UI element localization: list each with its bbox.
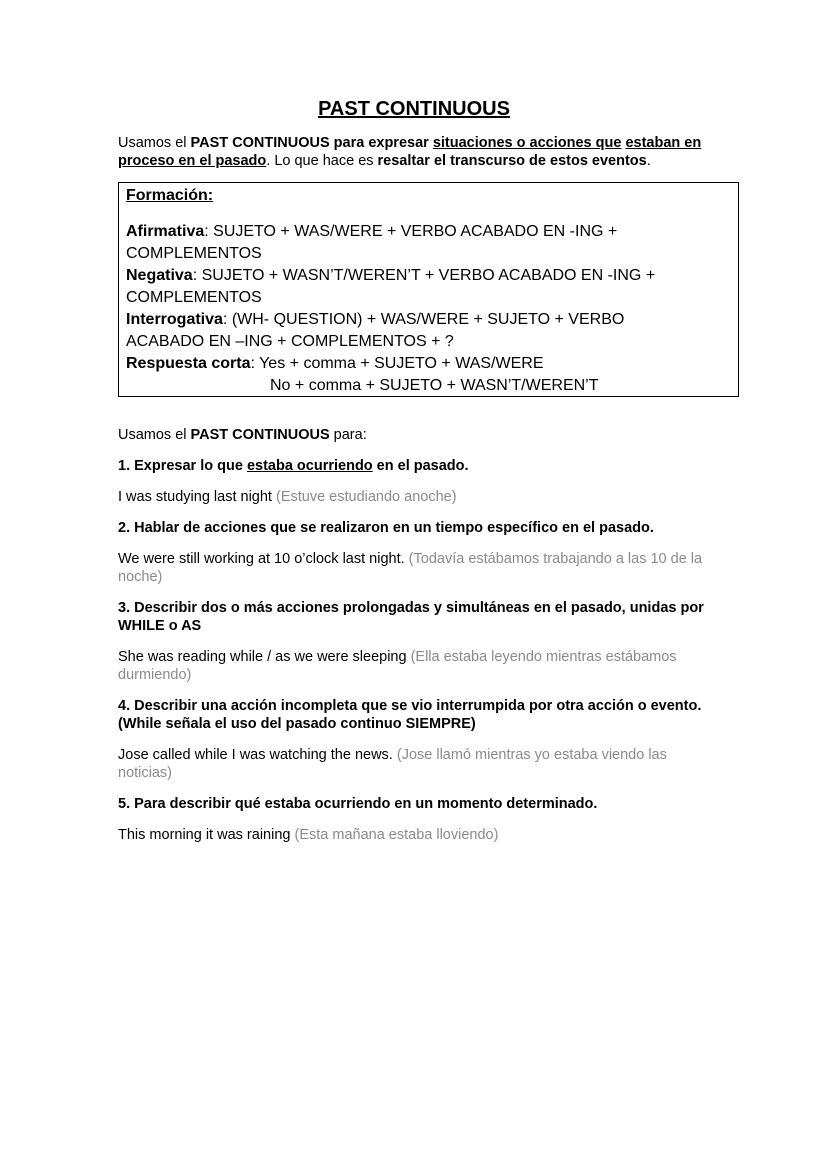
example-translation: (Ella estaba leyendo mientras estábamos durmiendo) <box>118 649 677 683</box>
page-title: PAST CONTINUOUS <box>318 98 510 120</box>
rule-interrogativa <box>126 309 731 331</box>
intro-text: para expresar <box>329 135 433 151</box>
intro-emphasis: situaciones o acciones que <box>432 135 622 151</box>
example-sentence: Jose called while I was watching the news. <box>118 747 397 763</box>
example-sentence: We were still working at 10 o’clock last night. <box>118 551 409 567</box>
use-example <box>118 550 718 586</box>
intro-paragraph <box>118 134 718 170</box>
formation-rules <box>126 221 731 397</box>
intro-emphasis: estaban en proceso en el pasado <box>118 135 702 169</box>
example-sentence: I was studying last night <box>118 489 276 505</box>
rule-text: : SUJETO + WAS/WERE + VERBO ACABADO EN -ING + <box>204 223 618 240</box>
use-heading: 2. Hablar de acciones que se realizaron en un tiempo específico en el pasado. <box>118 520 654 536</box>
rule-negativa-cont: COMPLEMENTOS <box>126 289 262 306</box>
example-translation: (Todavía estábamos trabajando a las 10 de la noche) <box>118 551 703 585</box>
use-heading <box>118 457 718 475</box>
use-item <box>118 795 718 844</box>
intro-emphasis: el transcurso de estos eventos <box>433 153 647 169</box>
heading-emphasis: estaba ocurriendo <box>246 458 373 474</box>
intro-text: . Lo que hace es <box>266 153 378 169</box>
use-heading: 4. Describir una acción incompleta que se vio interrumpida por otra acción o evento. (While señala el uso del pasado continuo SIEMPRE) <box>118 698 702 732</box>
use-heading: 5. Para describir qué estaba ocurriendo en un momento determinado. <box>118 796 598 812</box>
lead-text: para: <box>329 427 367 443</box>
use-example <box>118 746 718 782</box>
rule-text: : SUJETO + WASN’T/WEREN’T + VERBO ACABADO EN -ING + <box>192 267 656 284</box>
use-item <box>118 519 718 586</box>
lead-text: Usamos el <box>118 427 191 443</box>
rule-text: : Yes + comma + SUJETO + WAS/WERE <box>250 355 544 372</box>
intro-term: PAST CONTINUOUS <box>190 135 330 151</box>
use-example <box>118 648 718 684</box>
rule-text: : (WH- QUESTION) + WAS/WERE + SUJETO + VERBO <box>222 311 625 328</box>
intro-text: . <box>646 153 651 169</box>
rule-label: Negativa <box>126 267 193 284</box>
example-translation: (Estuve estudiando anoche) <box>275 489 457 505</box>
formation-title: Formación: <box>126 187 214 204</box>
rule-label: Interrogativa <box>126 311 223 328</box>
example-sentence: She was reading while / as we were sleeping <box>118 649 411 665</box>
rule-label: Afirmativa <box>126 223 205 240</box>
formation-box <box>118 182 739 397</box>
example-sentence: This morning it was raining <box>118 827 295 843</box>
heading-text: en el pasado. <box>372 458 469 474</box>
rule-afirmativa <box>126 221 731 243</box>
rule-respuesta <box>126 353 731 375</box>
example-translation: (Esta mañana estaba lloviendo) <box>294 827 499 843</box>
uses-lead <box>118 426 718 444</box>
use-item <box>118 457 718 506</box>
use-heading: 3. Describir dos o más acciones prolongadas y simultáneas en el pasado, unidas por WHILE o AS <box>118 600 704 634</box>
use-example <box>118 826 718 844</box>
lead-term: PAST CONTINUOUS <box>190 427 330 443</box>
rule-label: Respuesta corta <box>126 355 251 372</box>
rule-respuesta-cont: No + comma + SUJETO + WASN’T/WEREN’T <box>270 377 599 394</box>
rule-negativa <box>126 265 731 287</box>
uses-section <box>118 426 718 844</box>
intro-text: Usamos el <box>118 135 191 151</box>
heading-text: 1. Expresar lo que <box>118 458 247 474</box>
intro-emphasis: resaltar <box>377 153 430 169</box>
example-translation: (Jose llamó mientras yo estaba viendo las noticias) <box>118 747 667 781</box>
use-item <box>118 599 718 684</box>
rule-interrogativa-cont: ACABADO EN –ING + COMPLEMENTOS + ? <box>126 333 454 350</box>
use-example <box>118 488 718 506</box>
rule-afirmativa-cont: COMPLEMENTOS <box>126 245 262 262</box>
use-item <box>118 697 718 782</box>
